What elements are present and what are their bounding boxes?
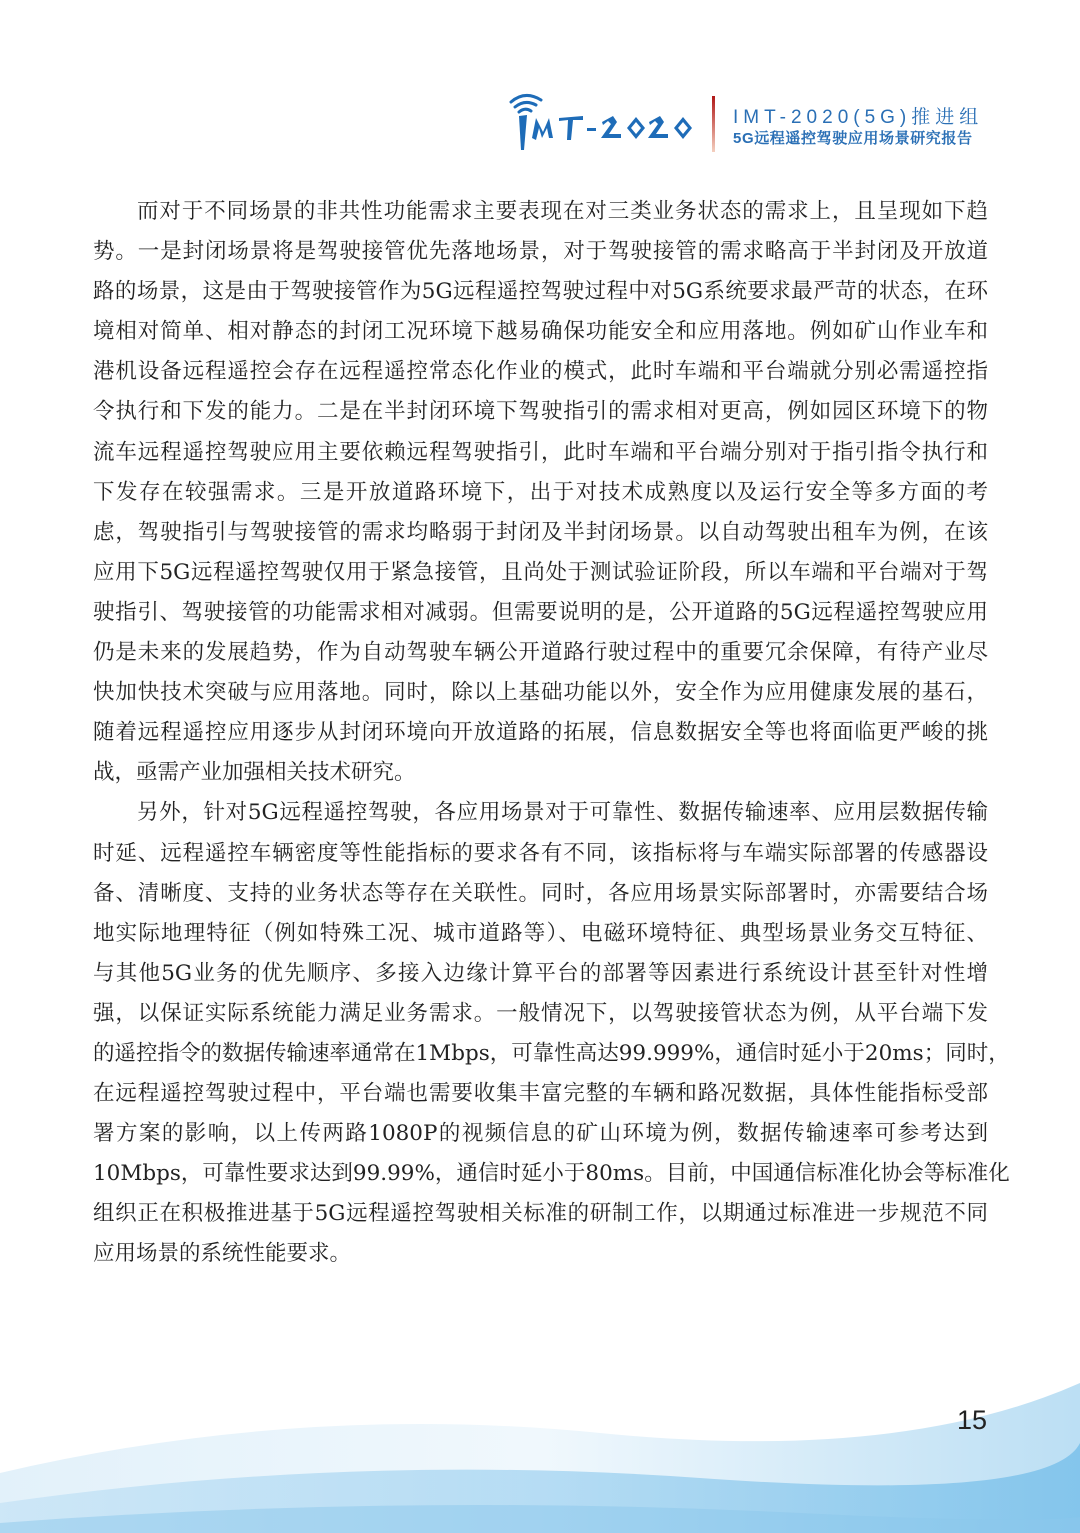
text-line: 署方案的影响，以上传两路1080P的视频信息的矿山环境为例，数据传输速率可参考达到 <box>93 1121 988 1147</box>
decorative-wave <box>0 1363 1080 1533</box>
text-line: 备、清晰度、支持的业务状态等存在关联性。同时，各应用场景实际部署时，亦需要结合场 <box>93 880 988 906</box>
header-divider <box>712 96 715 152</box>
text-line: 的遥控指令的数据传输速率通常在1Mbps，可靠性高达99.999%，通信时延小于20ms；同时， <box>93 1040 1010 1066</box>
text-line: 港机设备远程遥控会存在远程遥控常态化作业的模式，此时车端和平台端就分别必需遥控指 <box>93 359 988 385</box>
text-line: 下发存在较强需求。三是开放道路环境下，出于对技术成熟度以及运行安全等多方面的考 <box>93 479 988 505</box>
text-line: 而对于不同场景的非共性功能需求主要表现在对三类业务状态的需求上，且呈现如下趋 <box>137 199 988 224</box>
text-line: 令执行和下发的能力。二是在半封闭环境下驾驶指引的需求相对更高，例如园区环境下的物 <box>93 399 988 425</box>
text-line: 虑，驾驶指引与驾驶接管的需求均略弱于封闭及半封闭场景。以自动驾驶出租车为例，在该 <box>93 519 988 545</box>
text-line: 境相对简单、相对静态的封闭工况环境下越易确保功能安全和应用落地。例如矿山作业车和 <box>93 319 988 345</box>
text-line: 流车远程遥控驾驶应用主要依赖远程驾驶指引，此时车端和平台端分别对于指引指令执行和 <box>93 439 988 465</box>
page-number: 15 <box>957 1405 988 1435</box>
text-line: 时延、远程遥控车辆密度等性能指标的要求各有不同，该指标将与车端实际部署的传感器设 <box>93 840 988 866</box>
text-line: 战，亟需产业加强相关技术研究。 <box>93 760 416 786</box>
imt-2020-logo <box>505 88 700 158</box>
text-line: 组织正在积极推进基于5G远程遥控驾驶相关标准的研制工作，以期通过标准进一步规范不同 <box>93 1201 988 1227</box>
text-line: 随着远程遥控应用逐步从封闭环境向开放道路的拓展，信息数据安全等也将面临更严峻的挑 <box>93 720 988 746</box>
report-title: 5G远程遥控驾驶应用场景研究报告 <box>733 130 973 147</box>
text-line: 快加快技术突破与应用落地。同时，除以上基础功能以外，安全作为应用健康发展的基石， <box>93 680 988 706</box>
page-header <box>505 88 995 158</box>
body-text <box>93 192 1010 1275</box>
text-line: 驶指引、驾驶接管的功能需求相对减弱。但需要说明的是，公开道路的5G远程遥控驾驶应用 <box>93 599 988 625</box>
organization-name: IMT-2020(5G)推进组 <box>733 107 984 128</box>
text-line: 仍是未来的发展趋势，作为自动驾驶车辆公开道路行驶过程中的重要冗余保障，有待产业尽 <box>93 640 988 666</box>
text-line: 应用下5G远程遥控驾驶仅用于紧急接管，且尚处于测试验证阶段，所以车端和平台端对于驾 <box>93 559 988 585</box>
text-line: 应用场景的系统性能要求。 <box>93 1241 352 1267</box>
text-line: 另外，针对5G远程遥控驾驶，各应用场景对于可靠性、数据传输速率、应用层数据传输 <box>137 800 988 826</box>
text-line: 在远程遥控驾驶过程中，平台端也需要收集丰富完整的车辆和路况数据，具体性能指标受部 <box>93 1081 988 1107</box>
text-line: 势。一是封闭场景将是驾驶接管优先落地场景，对于驾驶接管的需求略高于半封闭及开放道 <box>93 239 988 265</box>
text-line: 强，以保证实际系统能力满足业务需求。一般情况下，以驾驶接管状态为例，从平台端下发 <box>93 1000 988 1026</box>
text-line: 与其他5G业务的优先顺序、多接入边缘计算平台的部署等因素进行系统设计甚至针对性增 <box>93 960 988 986</box>
text-line: 路的场景，这是由于驾驶接管作为5G远程遥控驾驶过程中对5G系统要求最严苛的状态，在环 <box>93 279 988 305</box>
text-line: 10Mbps，可靠性要求达到99.99%，通信时延小于80ms。目前，中国通信标准化协会等标准化 <box>93 1161 1010 1187</box>
text-line: 地实际地理特征（例如特殊工况、城市道路等）、电磁环境特征、典型场景业务交互特征、 <box>93 920 988 946</box>
